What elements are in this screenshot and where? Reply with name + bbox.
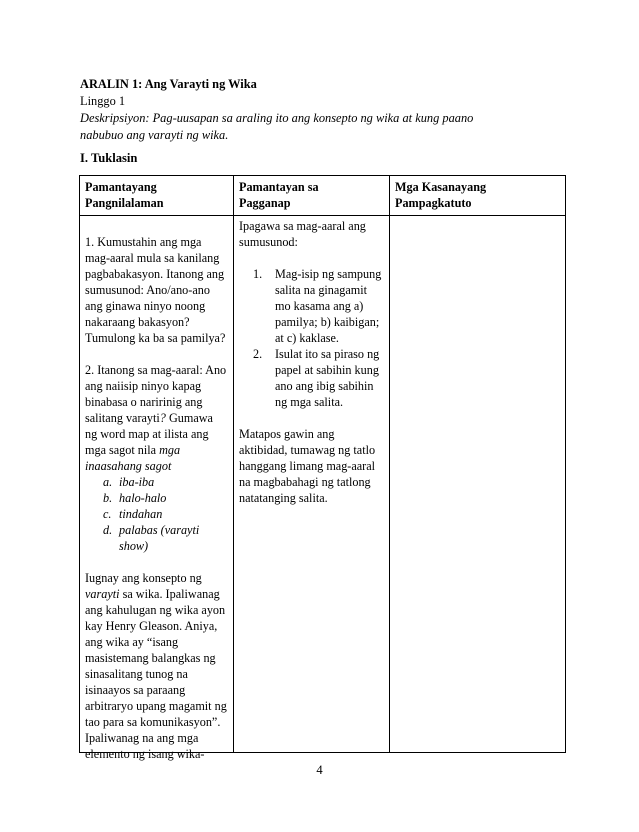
- list-item: [239, 346, 384, 410]
- text-span: Gumawa ng word map at ilista ang mga sagot nila: [85, 411, 213, 457]
- list-text: palabas (varayti show): [119, 523, 200, 553]
- lesson-title: ARALIN 1: Ang Varayti ng Wika: [80, 77, 257, 91]
- expected-answers-list: [85, 474, 228, 554]
- list-text: Mag-isip ng sampung salita na ginagamit mo kasama ang a) pamilya; b) kaibigan; at c) kaklase.: [275, 267, 382, 345]
- cell-pamantayang-pangnilalaman: [80, 216, 234, 761]
- lesson-description-line-1: Deskripsiyon: Pag-uusapan sa araling ito ang konsepto ng wika at kung paano: [80, 111, 474, 125]
- list-item: [85, 522, 228, 554]
- text-span: ?: [159, 411, 166, 425]
- header-line: Pangnilalaman: [85, 196, 164, 210]
- list-marker: 1.: [253, 267, 263, 281]
- header-pamantayan-sa-pagganap: [234, 176, 390, 216]
- table-row: [80, 216, 566, 753]
- header-line: Mga Kasanayang: [395, 180, 487, 194]
- term-varayti: varayti: [85, 587, 120, 601]
- text-span: 2. Itanong sa mag-aaral: Ano ang naiisip ninyo kapag binabasa o naririnig ang salitang varayti: [85, 363, 227, 425]
- text-span: sa wika. Ipaliwanag ang kahulugan ng wika ayon kay Henry Gleason. Aniya, ang wika ay “isang masistemang balangkas ng sinasalitang tunog na isinaayos sa paraang arbitraryo upang magamit ng tao para sa komunikasyon”. Ipaliwanag na ang mga elemento ng isang wika-: [85, 587, 227, 761]
- list-text: halo-halo: [119, 491, 167, 505]
- paragraph-ipagawa: Ipagawa sa mag-aaral ang sumusunod:: [239, 219, 366, 249]
- list-item: [85, 506, 228, 522]
- list-item: [239, 266, 384, 346]
- expected-answers-label: mga inaasahang sagot: [85, 443, 181, 473]
- header-line: Pagganap: [239, 196, 291, 210]
- lesson-table: [79, 175, 566, 761]
- list-marker: 2.: [253, 347, 263, 361]
- page-number: 4: [316, 763, 323, 777]
- list-text: Isulat ito sa piraso ng papel at sabihin kung ano ang ibig sabihin ng mga salita.: [275, 347, 380, 409]
- activity-steps-list: [239, 266, 384, 410]
- lesson-week: Linggo 1: [80, 94, 126, 108]
- lesson-header: [80, 76, 580, 144]
- section-title: I. Tuklasin: [80, 151, 138, 165]
- paragraph-kumustahin: 1. Kumustahin ang mga mag-aaral mula sa kanilang pagbabakasyon. Itanong ang sumusunod: Ano/ano-ano ang ginawa ninyo noong nakaraang bakasyon? Tumulong ka ba sa pamilya?: [85, 235, 226, 345]
- header-line: Pampagkatuto: [395, 196, 472, 210]
- list-text: iba-iba: [119, 475, 155, 489]
- header-line: Pamantayang: [85, 180, 157, 194]
- text-span: Iugnay ang konsepto ng: [85, 571, 202, 585]
- header-mga-kasanayang-pampagkatuto: [390, 176, 566, 216]
- table-header-row: [80, 176, 566, 216]
- paragraph-itanong: [85, 362, 228, 474]
- list-marker: b.: [103, 491, 113, 505]
- list-item: [85, 490, 228, 506]
- cell-mga-kasanayang-pampagkatuto: [390, 216, 566, 753]
- paragraph-iugnay: [85, 570, 228, 762]
- list-marker: d.: [103, 523, 113, 537]
- list-marker: a.: [103, 475, 113, 489]
- list-marker: c.: [103, 507, 112, 521]
- lesson-description-line-2: nabubuo ang varayti ng wika.: [80, 128, 229, 142]
- paragraph-matapos: Matapos gawin ang aktibidad, tumawag ng tatlo hanggang limang mag-aaral na magbabahagi ng tatlong natatanging salita.: [239, 427, 376, 505]
- header-line: Pamantayan sa: [239, 180, 319, 194]
- list-text: tindahan: [119, 507, 163, 521]
- header-pamantayang-pangnilalaman: [80, 176, 234, 216]
- cell-pamantayan-sa-pagganap: [234, 216, 390, 753]
- list-item: [85, 474, 228, 490]
